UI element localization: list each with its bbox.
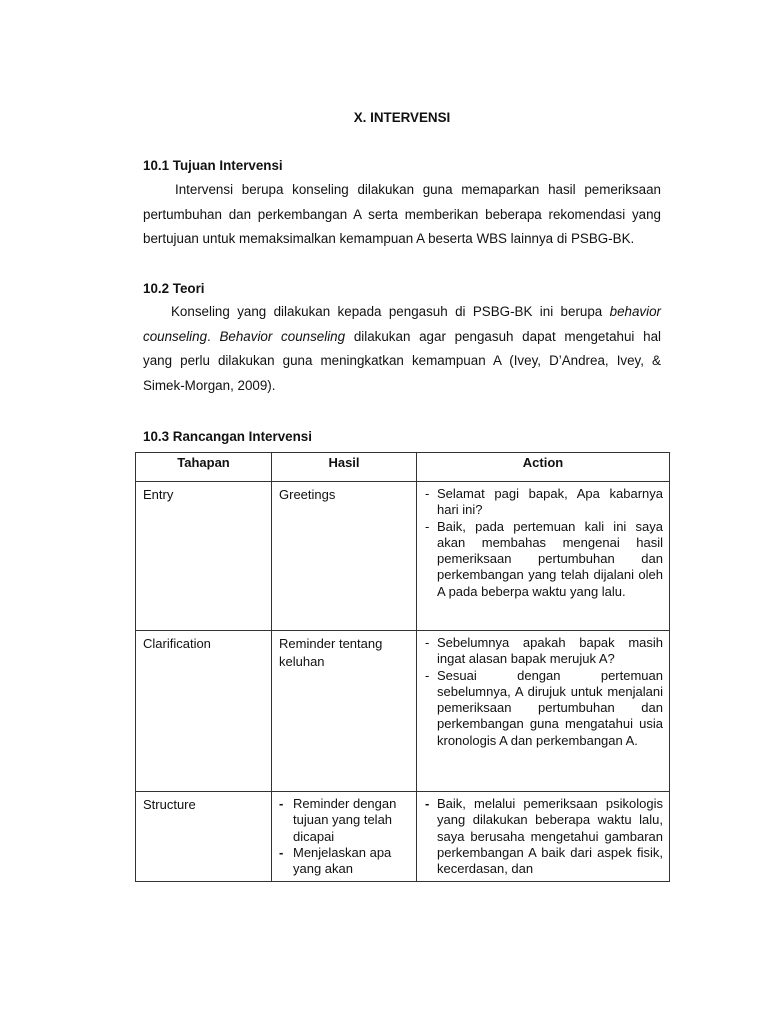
- action-list: [423, 635, 663, 749]
- column-header-action: Action: [417, 453, 670, 482]
- action-item: - Selamat pagi bapak, Apa kabarnya hari ini?: [423, 486, 663, 519]
- section-heading-rancangan: 10.3 Rancangan Intervensi: [143, 429, 312, 444]
- paragraph-line: Intervensi berupa konseling dilakukan guna memaparkan hasil pemeriksaan: [175, 182, 661, 197]
- paragraph-line: bertujuan untuk memaksimalkan kemampuan A beserta WBS lainnya di PSBG-BK.: [143, 231, 635, 246]
- table-row: [136, 631, 670, 792]
- action-item: - Baik, melalui pemeriksaan psikologis yang dilakukan beberapa waktu lalu, saya berusaha mengetahui gambaran perkembangan A baik dari aspek fisik, kecerdasan, dan: [423, 796, 663, 877]
- section-heading-teori: 10.2 Teori: [143, 281, 205, 296]
- cell-action: [417, 482, 670, 631]
- column-header-hasil: Hasil: [272, 453, 417, 482]
- action-item: - Sebelumnya apakah bapak masih ingat alasan bapak merujuk A?: [423, 635, 663, 668]
- action-list: [423, 796, 663, 877]
- cell-hasil: [272, 792, 417, 882]
- table-header-row: [136, 453, 670, 482]
- cell-action: [417, 631, 670, 792]
- table-row: [136, 482, 670, 631]
- rancangan-intervensi-table: [135, 452, 670, 882]
- hasil-item: - Menjelaskan apa yang akan: [279, 845, 409, 878]
- table-row: [136, 792, 670, 882]
- italic-text-run: counseling: [143, 328, 208, 344]
- paragraph-teori: [143, 300, 661, 398]
- cell-action: [417, 792, 670, 882]
- column-header-tahapan: Tahapan: [136, 453, 272, 482]
- action-list: [423, 486, 663, 600]
- cell-tahapan: Structure: [136, 792, 272, 882]
- paragraph-line: pertumbuhan dan perkembangan A serta memberikan beberapa rekomendasi yang: [143, 206, 661, 222]
- cell-hasil: Reminder tentang keluhan: [272, 631, 417, 792]
- paragraph-line: yang perlu dilakukan guna meningkatkan kemampuan A (Ivey, D’Andrea, Ivey, &: [143, 353, 661, 368]
- paragraph-line: [143, 300, 661, 325]
- italic-text-run: Behavior counseling: [219, 328, 346, 344]
- paragraph-line: Simek-Morgan, 2009).: [143, 377, 276, 393]
- text-run: Konseling yang dilakukan kepada pengasuh di PSBG-BK ini berupa: [171, 304, 610, 319]
- paragraph-line: [143, 325, 661, 350]
- italic-text-run: behavior: [609, 304, 661, 319]
- text-run: .: [207, 328, 220, 344]
- hasil-list: [279, 796, 409, 877]
- cell-tahapan: Clarification: [136, 631, 272, 792]
- cell-tahapan: Entry: [136, 482, 272, 631]
- cell-hasil: Greetings: [272, 482, 417, 631]
- action-item: - Sesuai dengan pertemuan sebelumnya, A dirujuk untuk menjalani pemeriksaan pertumbuhan dan perkembangan guna mengatahui usia kronologis A dan perkembangan A.: [423, 668, 663, 749]
- hasil-item: - Reminder dengan tujuan yang telah dicapai: [279, 796, 409, 845]
- action-item: - Baik, pada pertemuan kali ini saya akan membahas mengenai hasil pemeriksaan pertumbuhan dan perkembangan yang telah dijalani oleh A pada beberpa waktu yang lalu.: [423, 519, 663, 600]
- text-run: dilakukan agar pengasuh dapat mengetahui hal: [345, 328, 661, 344]
- section-heading-tujuan: 10.1 Tujuan Intervensi: [143, 158, 283, 173]
- chapter-title: X. INTERVENSI: [353, 110, 451, 125]
- paragraph-tujuan: [143, 178, 661, 252]
